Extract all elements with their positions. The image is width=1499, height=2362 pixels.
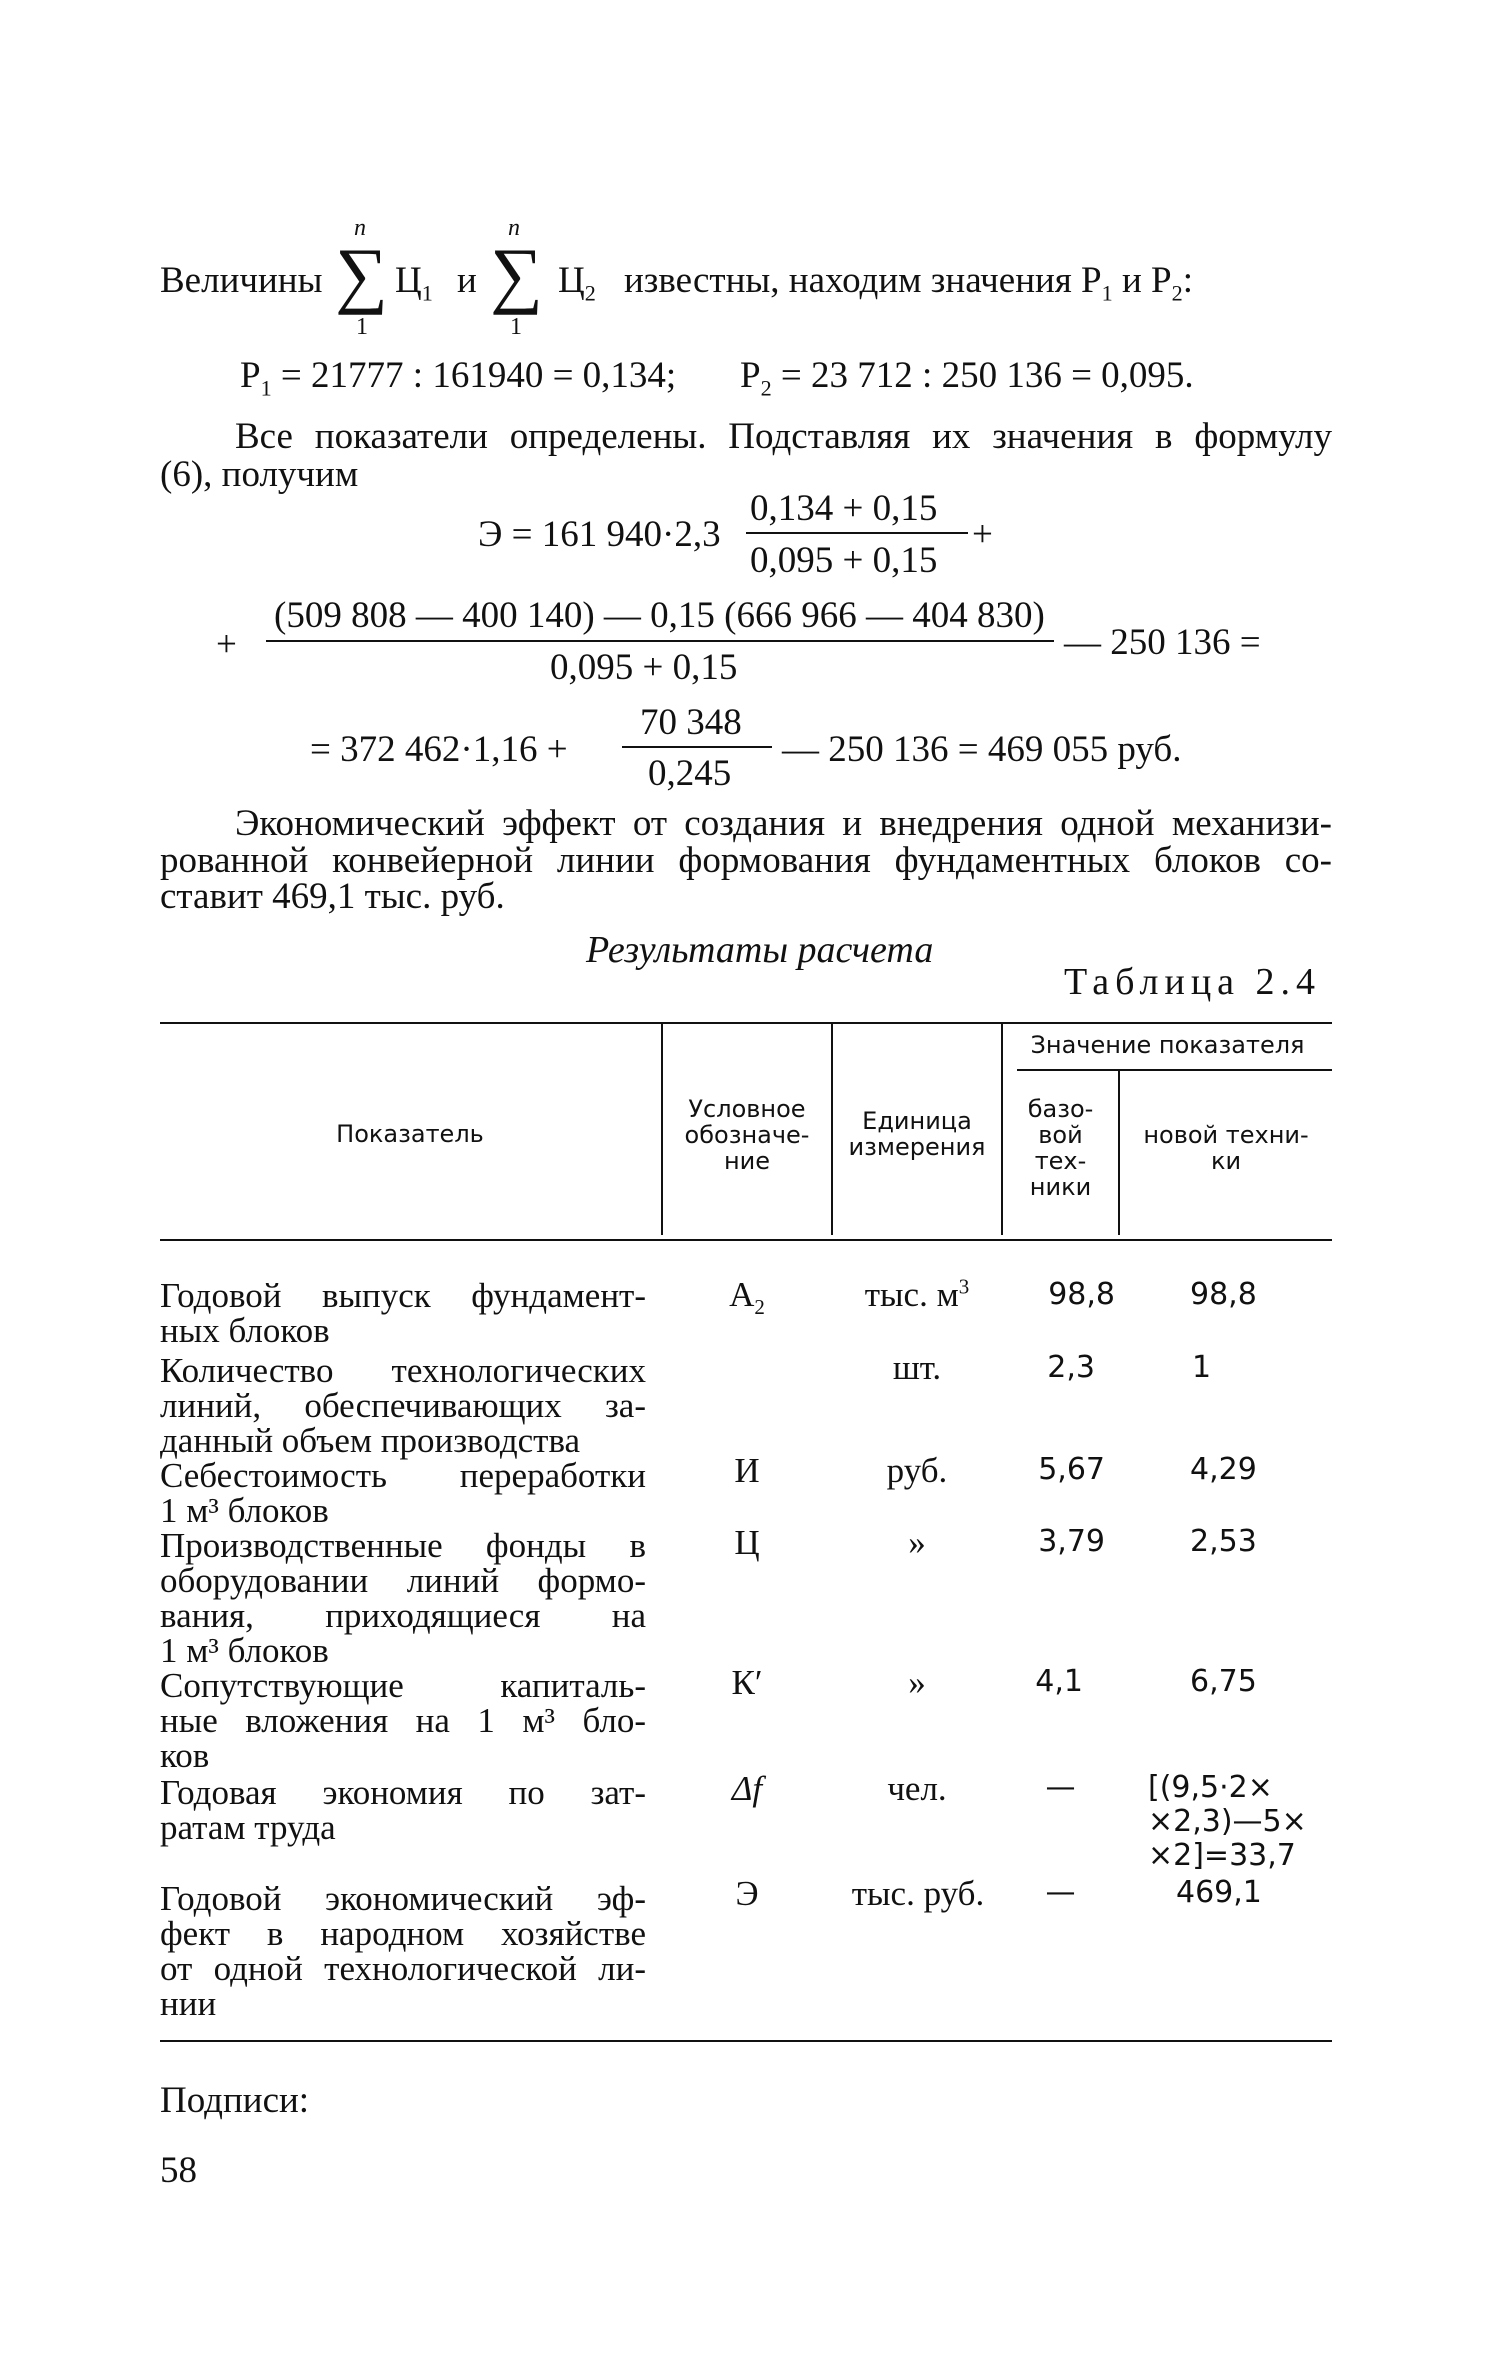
signatures-label: Подписи: [160, 2080, 310, 2121]
header-unit: Единица измерения [848, 1107, 986, 1161]
frac1-numerator: 0,134 + 0,15 [750, 488, 938, 529]
table-row-indicator: Количество технологических линий, обеспечивающих за- данный объем производства [160, 1351, 646, 1460]
para2-line2: рованной конвейерной линии формования фундаментных блоков со- [160, 840, 1332, 881]
table-row-unit: руб. [886, 1451, 948, 1490]
formula-e-lhs: Э = 161 940·2,3 [478, 514, 721, 555]
sum1-sigma: ∑ [335, 234, 388, 316]
table-row-unit: шт. [892, 1348, 942, 1387]
table-row-unit: чел. [887, 1769, 947, 1808]
intro-and: и [457, 260, 477, 301]
sum1-lower-limit: 1 [356, 314, 368, 340]
header-indicator: Показатель [336, 1120, 484, 1148]
table-title: Результаты расчета [586, 929, 934, 971]
table-row-unit: » [908, 1523, 926, 1562]
formula-plus-1: + [972, 514, 993, 555]
intro-rest: известны, находим значения $Р_1$ и $Р_2$: [624, 260, 1193, 306]
sum1-upper-limit: n [354, 215, 366, 241]
header-symbol: Условное обозначе- ние [684, 1095, 810, 1175]
sum2-upper-limit: n [508, 215, 520, 241]
table-row-new: 1 [1192, 1350, 1212, 1385]
table-bottom-rule [160, 2040, 1332, 2042]
table-row-base: — [1045, 1770, 1076, 1805]
table-row-symbol: И [734, 1451, 760, 1490]
formula-tail-3: — 250 136 = 469 055 руб. [782, 729, 1182, 770]
table-top-rule [160, 1022, 1332, 1024]
table-row-symbol: Ц [734, 1523, 760, 1562]
table-row-base: 2,3 [1047, 1350, 1095, 1385]
sum2-term: $Ц_2$ [558, 260, 596, 306]
table-row-unit: тыс. $м^3$ [864, 1274, 970, 1314]
sum2-sigma: ∑ [490, 234, 543, 316]
header-base-tech: базо- вой тех- ники [1027, 1095, 1094, 1201]
header-new-tech: новой техни- ки [1143, 1121, 1309, 1175]
value-group-rule [1017, 1069, 1332, 1071]
table-row-new: 2,53 [1190, 1524, 1257, 1559]
formula-plus-2: + [216, 624, 237, 665]
table-row-new: 4,29 [1190, 1452, 1257, 1487]
header-value-group: Значение показателя [1030, 1031, 1305, 1059]
table-row-indicator: Сопутствующие капиталь- ные вложения на 1 м³ бло- ков [160, 1666, 646, 1775]
para1-line2: (6), получим [160, 454, 359, 495]
intro-word: Величины [160, 260, 323, 301]
header-bottom-rule [160, 1239, 1332, 1241]
frac2-bar [266, 640, 1054, 642]
table-row-new: 6,75 [1190, 1664, 1257, 1699]
table-row-indicator: Себестоимость переработки 1 м³ блоков [160, 1456, 646, 1530]
p2-equation: $Р_2 = 23$ 712 : 250 136 = 0,095. [740, 355, 1194, 401]
sum2-lower-limit: 1 [510, 314, 522, 340]
table-row-base: 5,67 [1038, 1452, 1105, 1487]
table-row-new: [(9,5·2× ×2,3)—5× ×2]=33,7 [1148, 1770, 1307, 1873]
para1-line1: Все показатели определены. Подставляя их значения в формулу [235, 416, 1332, 457]
formula-line3-lhs: = 372 462·1,16 + [310, 729, 568, 770]
table-row-unit: тыс. руб. [851, 1874, 985, 1913]
table-row-indicator: Годовой экономический эф- фект в народном хозяйстве от одной технологической ли- нии [160, 1879, 646, 2023]
table-row-unit: » [908, 1663, 926, 1702]
table-row-indicator: Годовая экономия по зат- ратам труда [160, 1773, 646, 1847]
frac2-denominator: 0,095 + 0,15 [550, 647, 738, 688]
formula-tail-2: — 250 136 = [1064, 622, 1261, 663]
sum1-term: $Ц_1$ [395, 260, 433, 306]
table-row-base: — [1045, 1875, 1076, 1910]
frac3-denominator: 0,245 [648, 753, 732, 794]
frac1-bar [746, 532, 968, 534]
table-row-indicator: Годовой выпуск фундамент- ных блоков [160, 1276, 646, 1350]
para2-line3: ставит 469,1 тыс. руб. [160, 876, 505, 917]
table-row-new: 98,8 [1190, 1277, 1257, 1312]
table-row-symbol: Э [735, 1874, 759, 1913]
table-row-new: 469,1 [1176, 1875, 1262, 1910]
table-row-symbol: К′ [731, 1663, 763, 1702]
table-row-symbol: $А_2$ [729, 1275, 765, 1319]
frac1-denominator: 0,095 + 0,15 [750, 540, 938, 581]
table-row-base: 98,8 [1048, 1277, 1115, 1312]
frac3-numerator: 70 348 [640, 702, 742, 743]
p1-equation: $Р_1 = 21777$ : 161940 = 0,134; [240, 355, 677, 401]
para2-line1: Экономический эффект от создания и внедрения одной механизи- [235, 803, 1332, 844]
table-row-base: 4,1 [1035, 1664, 1083, 1699]
page-number: 58 [160, 2150, 197, 2191]
table-row-indicator: Производственные фонды в оборудовании линий формо- вания, приходящиеся на 1 м³ блоков [160, 1526, 646, 1670]
table-number: Таблица 2.4 [1064, 961, 1322, 1003]
frac2-numerator: (509 808 — 400 140) — 0,15 (666 966 — 404 830) [274, 595, 1045, 636]
table-row-symbol: Δf [731, 1769, 763, 1808]
frac3-bar [622, 746, 772, 748]
table-row-base: 3,79 [1038, 1524, 1105, 1559]
